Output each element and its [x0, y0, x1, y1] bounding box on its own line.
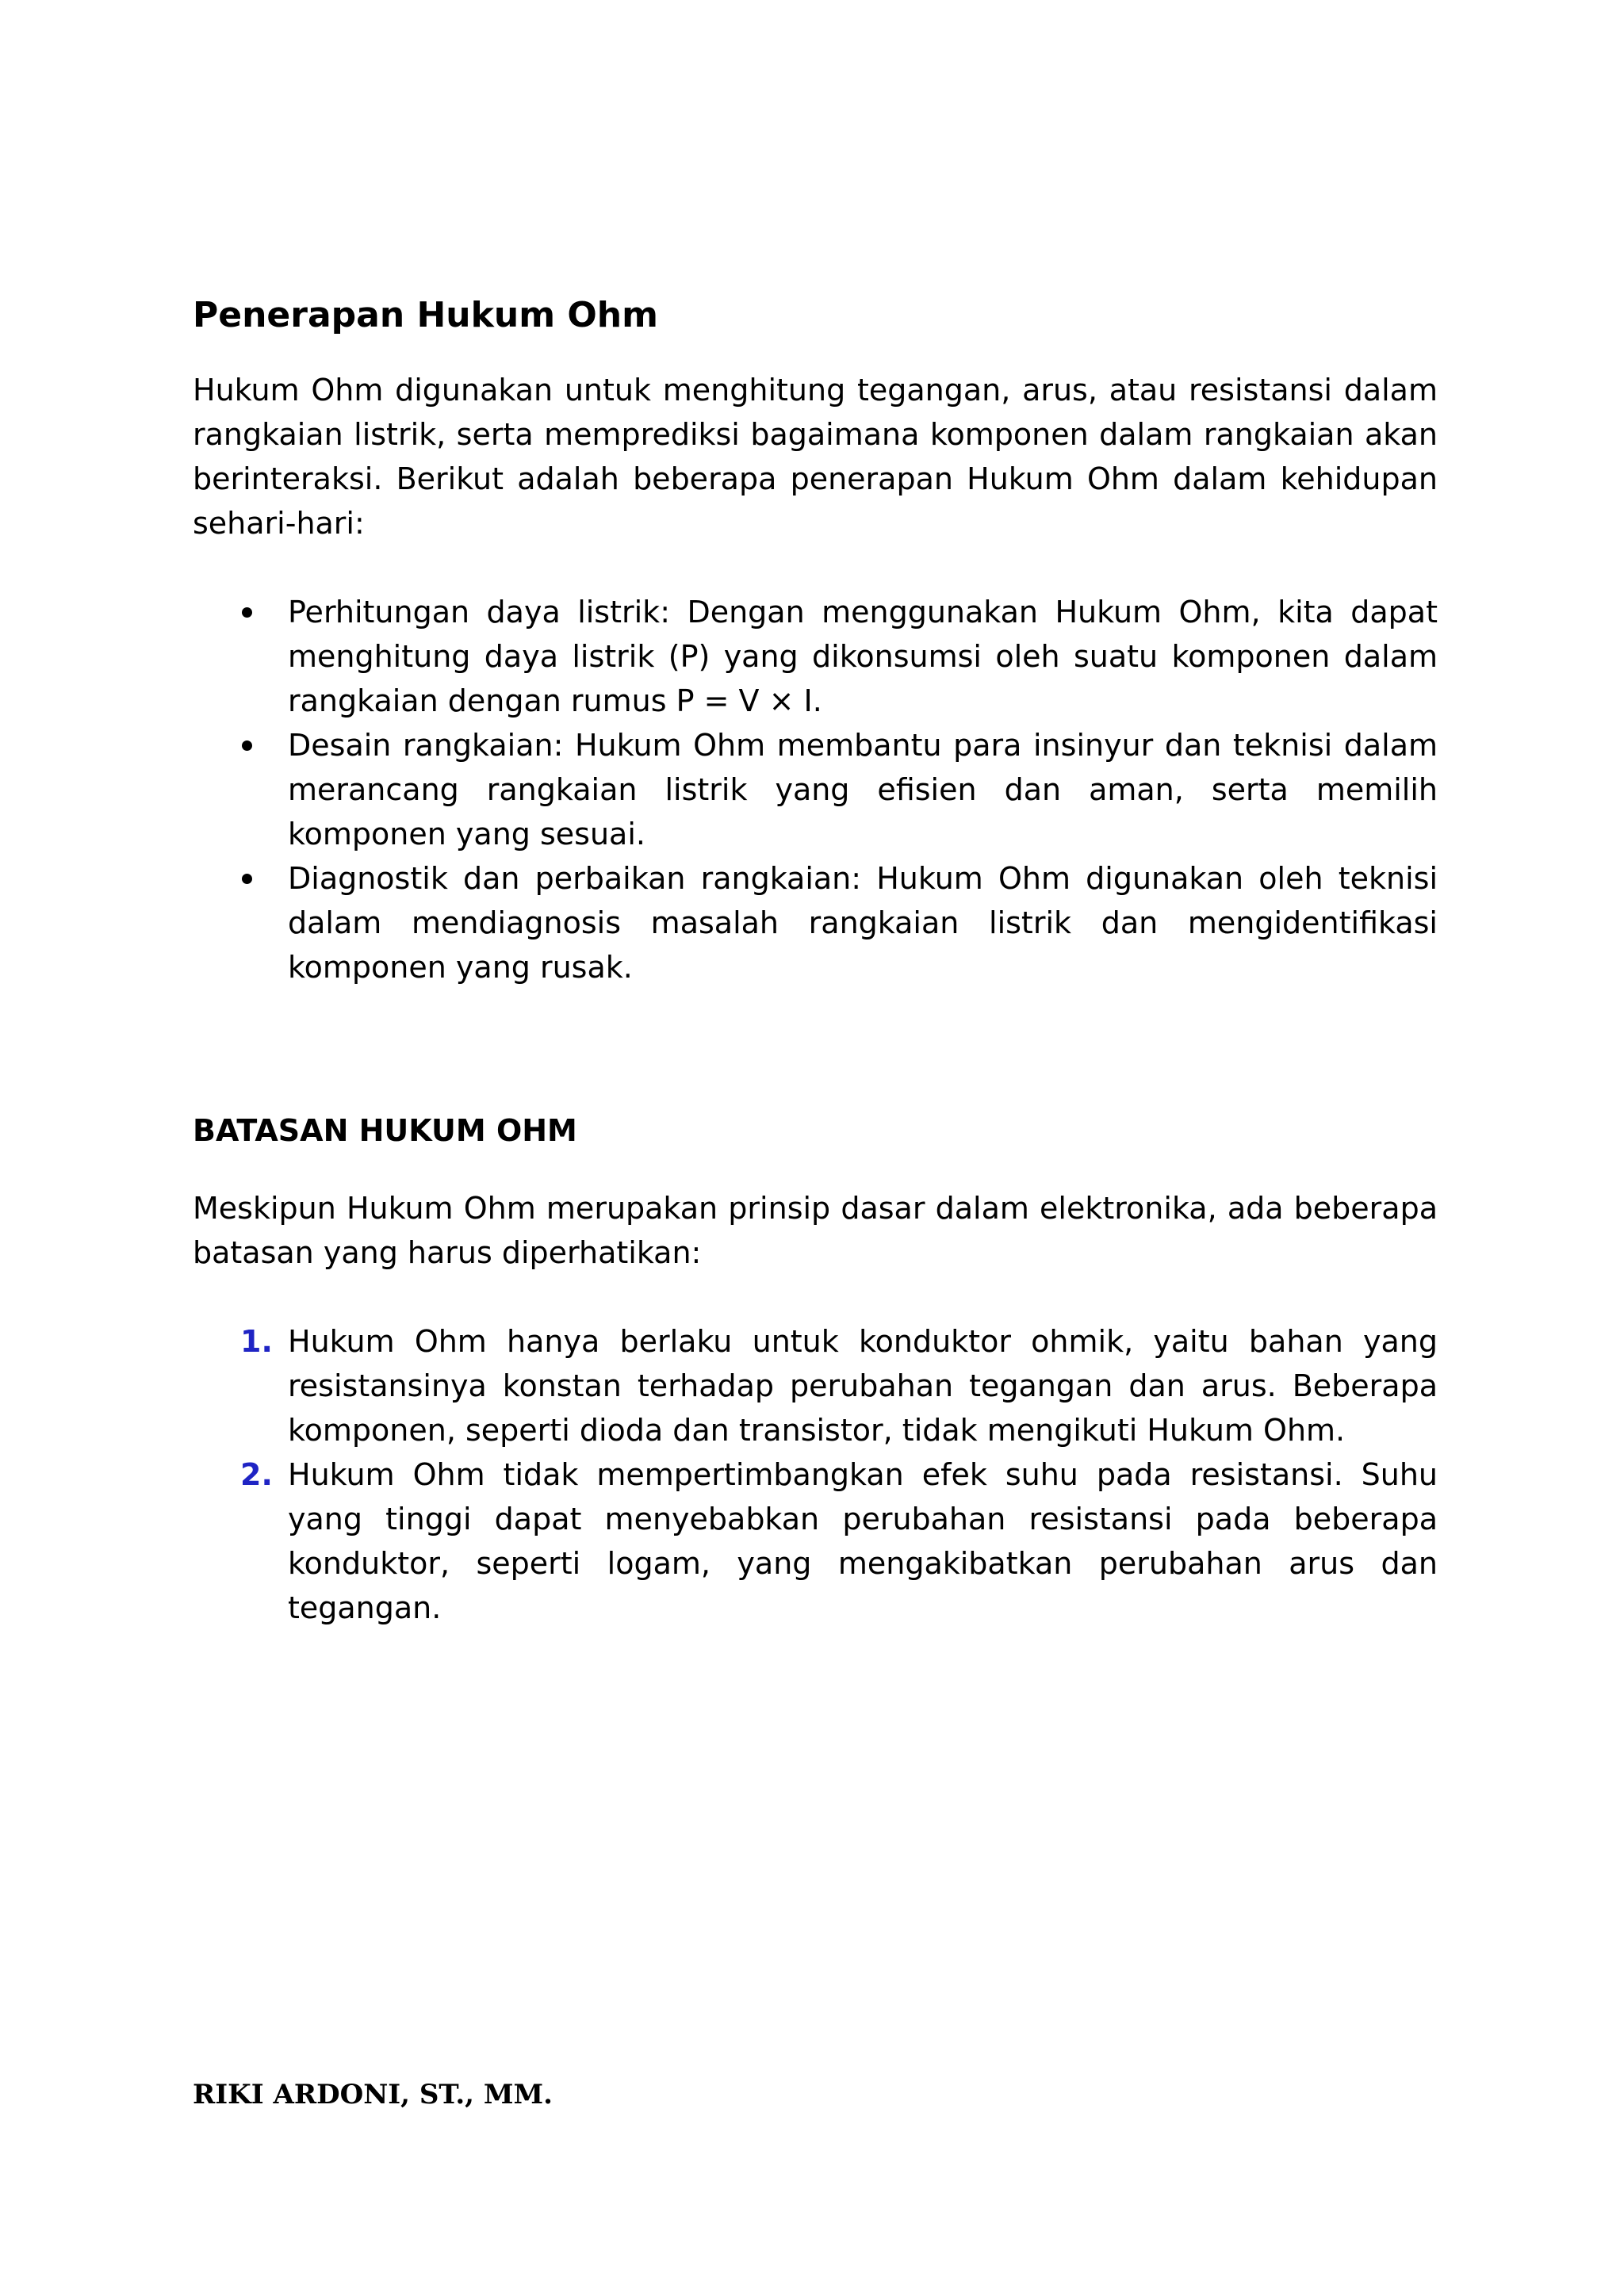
bullet-dot-icon — [242, 607, 252, 618]
bullet-dot-icon — [242, 874, 252, 884]
section-title-batasan: BATASAN HUKUM OHM — [193, 1113, 577, 1148]
bullet-item-text: Perhitungan daya listrik: Dengan menggunakan Hukum Ohm, kita dapat menghitung daya listrik (P) yang dikonsumsi oleh suatu komponen dalam rangkaian dengan rumus P = V × I. — [288, 595, 1438, 718]
application-bullet-list — [193, 590, 1438, 989]
footer-author: RIKI ARDONI, ST., MM. — [193, 2079, 553, 2110]
bullet-item-text: Diagnostik dan perbaikan rangkaian: Hukum Ohm digunakan oleh teknisi dalam mendiagnosis masalah rangkaian listrik dan mengidentifikasi komponen yang rusak. — [288, 861, 1438, 985]
bullet-item — [193, 856, 1438, 989]
numbered-item-text: Hukum Ohm tidak mempertimbangkan efek suhu pada resistansi. Suhu yang tinggi dapat menyebabkan perubahan resistansi pada beberapa konduktor, seperti logam, yang mengakibatkan perubahan arus dan tegangan. — [288, 1457, 1438, 1625]
section-title-penerapan: Penerapan Hukum Ohm — [193, 295, 658, 335]
list-number: 1. — [240, 1324, 273, 1359]
list-number: 2. — [240, 1457, 273, 1492]
limits-paragraph: Meskipun Hukum Ohm merupakan prinsip dasar dalam elektronika, ada beberapa batasan yang harus diperhatikan: — [193, 1191, 1438, 1270]
bullet-item-text: Desain rangkaian: Hukum Ohm membantu para insinyur dan teknisi dalam merancang rangkaian listrik yang efisien dan aman, serta memilih komponen yang sesuai. — [288, 728, 1438, 851]
page-content — [193, 293, 1438, 1630]
numbered-item — [193, 1319, 1438, 1452]
bullet-item — [193, 590, 1438, 723]
numbered-item — [193, 1452, 1438, 1630]
limits-numbered-list — [193, 1319, 1438, 1630]
intro-paragraph: Hukum Ohm digunakan untuk menghitung tegangan, arus, atau resistansi dalam rangkaian listrik, serta memprediksi bagaimana komponen dalam rangkaian akan berinteraksi. Berikut adalah beberapa penerapan Hukum Ohm dalam kehidupan sehari-hari: — [193, 373, 1438, 541]
bullet-dot-icon — [242, 740, 252, 751]
numbered-item-text: Hukum Ohm hanya berlaku untuk konduktor ohmik, yaitu bahan yang resistansinya konstan terhadap perubahan tegangan dan arus. Beberapa komponen, seperti dioda dan transistor, tidak mengikuti Hukum Ohm. — [288, 1324, 1438, 1448]
bullet-item — [193, 723, 1438, 856]
